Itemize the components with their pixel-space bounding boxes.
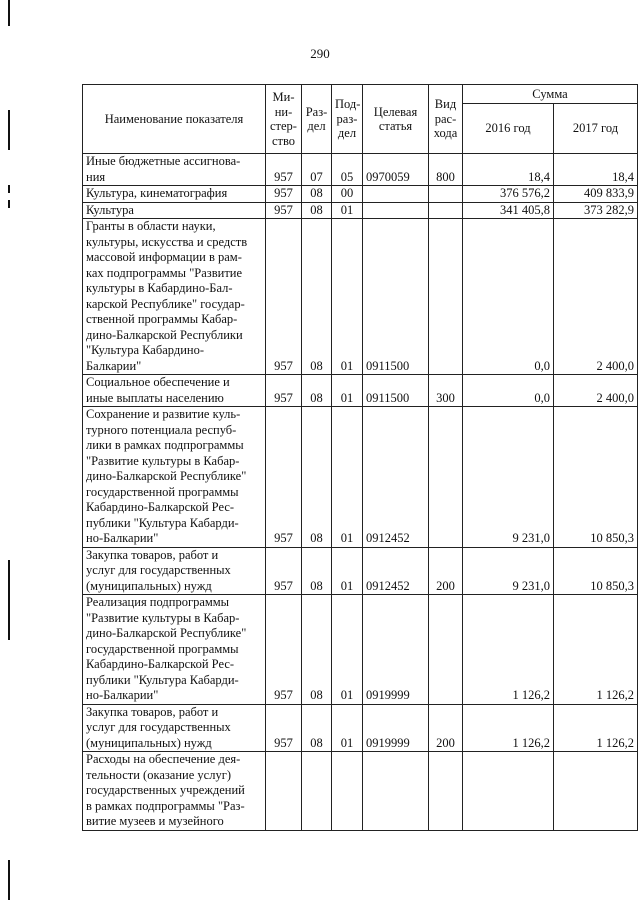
row-expense-type: 800 xyxy=(429,154,463,186)
header-ministry: Ми- ни- стер- ство xyxy=(266,85,302,154)
row-subsection: 05 xyxy=(332,154,363,186)
row-target: 0919999 xyxy=(363,704,429,752)
table-row xyxy=(83,375,638,407)
row-section: 08 xyxy=(302,704,332,752)
row-ministry: 957 xyxy=(266,704,302,752)
row-2016: 9 231,0 xyxy=(463,547,554,595)
header-target: Целевая статья xyxy=(363,85,429,154)
scan-edge-mark xyxy=(8,185,10,193)
scan-edge-mark xyxy=(8,560,10,640)
row-subsection: 01 xyxy=(332,219,363,375)
row-expense-type xyxy=(429,752,463,831)
row-expense-type: 200 xyxy=(429,704,463,752)
row-ministry: 957 xyxy=(266,595,302,705)
header-year-2017: 2017 год xyxy=(554,104,638,154)
row-target: 0911500 xyxy=(363,375,429,407)
row-section: 08 xyxy=(302,547,332,595)
row-2016: 0,0 xyxy=(463,375,554,407)
row-2017: 18,4 xyxy=(554,154,638,186)
table-row xyxy=(83,202,638,219)
table-row xyxy=(83,704,638,752)
row-subsection: 01 xyxy=(332,407,363,548)
row-expense-type: 300 xyxy=(429,375,463,407)
row-2016: 18,4 xyxy=(463,154,554,186)
scan-edge-mark xyxy=(8,110,10,150)
row-target: 0912452 xyxy=(363,547,429,595)
row-ministry xyxy=(266,752,302,831)
row-section: 08 xyxy=(302,186,332,203)
row-subsection: 00 xyxy=(332,186,363,203)
row-2017: 409 833,9 xyxy=(554,186,638,203)
row-name: Социальное обеспечение и иные выплаты населению xyxy=(83,375,266,407)
table-row xyxy=(83,407,638,548)
row-subsection: 01 xyxy=(332,547,363,595)
table-row xyxy=(83,595,638,705)
row-subsection xyxy=(332,752,363,831)
table-row xyxy=(83,154,638,186)
row-target: 0919999 xyxy=(363,595,429,705)
row-expense-type: 200 xyxy=(429,547,463,595)
row-2016: 341 405,8 xyxy=(463,202,554,219)
row-expense-type xyxy=(429,202,463,219)
row-2016 xyxy=(463,752,554,831)
row-name: Культура xyxy=(83,202,266,219)
row-ministry: 957 xyxy=(266,547,302,595)
row-target: 0970059 xyxy=(363,154,429,186)
row-ministry: 957 xyxy=(266,219,302,375)
row-name: Культура, кинематография xyxy=(83,186,266,203)
table-row xyxy=(83,752,638,831)
row-name: Гранты в области науки, культуры, искусства и средств массовой информации в рам- ках подпрограммы "Развитие культуры в Кабардино-Бал- карской Республике" государ- ственной программы Кабар- дино-Балкарской Республики "Культура Кабардино- Балкарии" xyxy=(83,219,266,375)
row-subsection: 01 xyxy=(332,704,363,752)
row-2016: 1 126,2 xyxy=(463,595,554,705)
row-ministry: 957 xyxy=(266,154,302,186)
page-number: 290 xyxy=(310,46,330,61)
row-2017: 2 400,0 xyxy=(554,219,638,375)
row-name: Реализация подпрограммы "Развитие культуры в Кабар- дино-Балкарской Республике" государственной программы Кабардино-Балкарской Рес- публики "Культура Кабарди- но-Балкарии" xyxy=(83,595,266,705)
scan-edge-mark xyxy=(8,0,10,26)
table-row xyxy=(83,186,638,203)
row-expense-type xyxy=(429,407,463,548)
row-target: 0911500 xyxy=(363,219,429,375)
row-2017: 1 126,2 xyxy=(554,704,638,752)
header-section: Раз- дел xyxy=(302,85,332,154)
budget-table xyxy=(82,84,638,831)
scan-edge-mark xyxy=(8,200,10,208)
row-section: 07 xyxy=(302,154,332,186)
row-2017: 373 282,9 xyxy=(554,202,638,219)
row-section: 08 xyxy=(302,407,332,548)
row-2017: 10 850,3 xyxy=(554,407,638,548)
row-2017 xyxy=(554,752,638,831)
header-subsection: Под- раз- дел xyxy=(332,85,363,154)
row-target xyxy=(363,202,429,219)
row-2016: 376 576,2 xyxy=(463,186,554,203)
row-expense-type xyxy=(429,186,463,203)
row-ministry: 957 xyxy=(266,407,302,548)
table-row xyxy=(83,547,638,595)
scan-edge-mark xyxy=(8,860,10,900)
header-expense-type: Вид рас- хода xyxy=(429,85,463,154)
row-name: Сохранение и развитие куль- турного потенциала респуб- лики в рамках подпрограммы "Развитие культуры в Кабар- дино-Балкарской Республике" государственной программы Кабардино-Балкарской Рес- публики "Культура Кабарди- но-Балкарии" xyxy=(83,407,266,548)
row-2016: 9 231,0 xyxy=(463,407,554,548)
row-name: Иные бюджетные ассигнова- ния xyxy=(83,154,266,186)
row-2016: 0,0 xyxy=(463,219,554,375)
row-2017: 1 126,2 xyxy=(554,595,638,705)
header-name: Наименование показателя xyxy=(83,85,266,154)
header-sum: Сумма xyxy=(463,85,638,104)
row-target: 0912452 xyxy=(363,407,429,548)
row-ministry: 957 xyxy=(266,186,302,203)
row-section: 08 xyxy=(302,219,332,375)
row-ministry: 957 xyxy=(266,375,302,407)
row-subsection: 01 xyxy=(332,202,363,219)
row-expense-type xyxy=(429,595,463,705)
row-section xyxy=(302,752,332,831)
row-2017: 10 850,3 xyxy=(554,547,638,595)
row-name: Закупка товаров, работ и услуг для государственных (муниципальных) нужд xyxy=(83,704,266,752)
row-name: Закупка товаров, работ и услуг для государственных (муниципальных) нужд xyxy=(83,547,266,595)
table-row xyxy=(83,219,638,375)
row-subsection: 01 xyxy=(332,595,363,705)
row-target xyxy=(363,186,429,203)
row-section: 08 xyxy=(302,202,332,219)
row-section: 08 xyxy=(302,375,332,407)
row-2016: 1 126,2 xyxy=(463,704,554,752)
header-year-2016: 2016 год xyxy=(463,104,554,154)
row-ministry: 957 xyxy=(266,202,302,219)
row-2017: 2 400,0 xyxy=(554,375,638,407)
row-expense-type xyxy=(429,219,463,375)
row-target xyxy=(363,752,429,831)
row-name: Расходы на обеспечение дея- тельности (оказание услуг) государственных учреждений в рамках подпрограммы "Раз- витие музеев и музейного xyxy=(83,752,266,831)
row-section: 08 xyxy=(302,595,332,705)
row-subsection: 01 xyxy=(332,375,363,407)
